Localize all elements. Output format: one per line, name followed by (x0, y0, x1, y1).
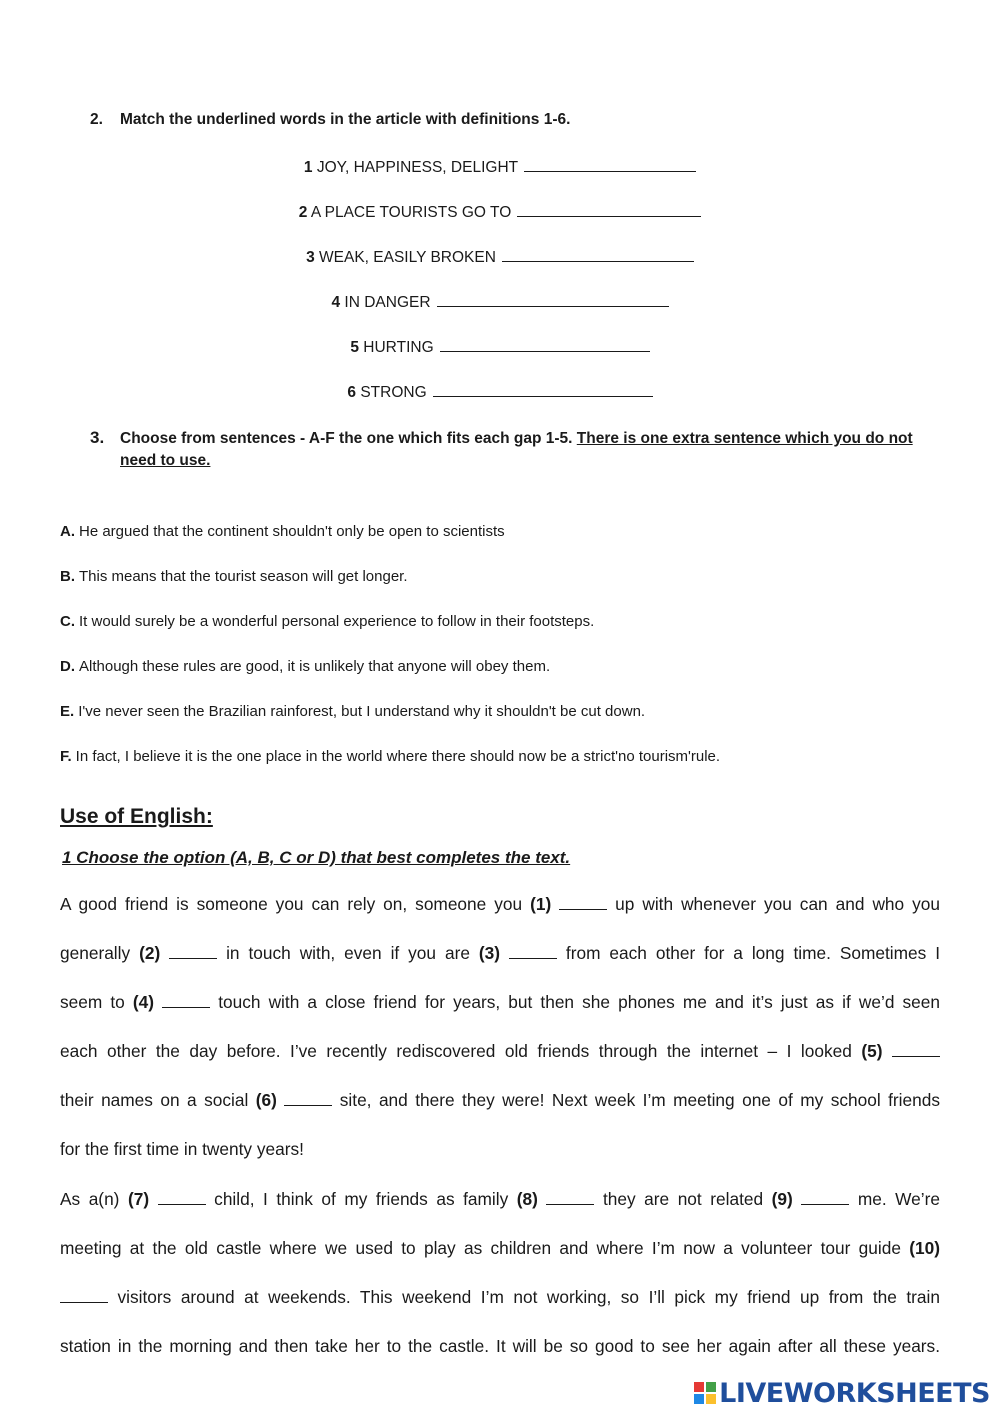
option-b (60, 568, 408, 585)
gap-4[interactable] (162, 993, 210, 1008)
definition-4 (0, 292, 1000, 312)
logo-grid-icon (694, 1382, 716, 1404)
q3-instruction-note: There is one extra sentence which you do not (576, 430, 913, 447)
text-line-1: A good friend is someone you can rely on, someone you (1) up with whenever you can and who you (60, 894, 940, 914)
definition-text: STRONG (360, 384, 427, 401)
gap-7[interactable] (158, 1190, 206, 1205)
answer-blank-4[interactable] (437, 292, 669, 307)
gap-number: (5) (861, 1041, 883, 1061)
q2-heading (90, 111, 570, 129)
answer-blank-1[interactable] (524, 157, 696, 172)
gap-number: (2) (139, 943, 161, 963)
option-d (60, 658, 550, 675)
option-text: It would surely be a wonderful personal experience to follow in their footsteps. (79, 613, 595, 630)
option-letter: C. (60, 613, 75, 630)
definition-text: WEAK, EASILY BROKEN (319, 249, 496, 266)
definition-1 (0, 157, 1000, 177)
definition-number: 5 (350, 339, 359, 356)
option-letter: E. (60, 703, 75, 720)
gap-number: (7) (127, 1189, 150, 1209)
gap-5[interactable] (892, 1042, 940, 1057)
q3-number: 3. (90, 428, 105, 447)
text-line-10: station in the morning and then take her to the castle. It will be so good to see her again after all these years. (60, 1336, 940, 1356)
option-letter: B. (60, 568, 75, 585)
option-letter: F. (60, 748, 72, 765)
definition-5 (0, 337, 1000, 357)
definition-2 (0, 202, 1000, 222)
answer-blank-3[interactable] (502, 247, 694, 262)
gap-1[interactable] (559, 895, 607, 910)
text-line-5: their names on a social (6) site, and there they were! Next week I’m meeting one of my school friends (60, 1090, 940, 1110)
gap-3[interactable] (509, 944, 557, 959)
gap-number: (4) (132, 992, 154, 1012)
task-instruction: 1 Choose the option (A, B, C or D) that best completes the text. (62, 848, 571, 867)
text-line-9: visitors around at weekends. This weekend I’m not working, so I’ll pick my friend up from the train (60, 1287, 940, 1308)
gap-6[interactable] (284, 1091, 332, 1106)
liveworksheets-logo (694, 1378, 990, 1408)
section-heading: Use of English: (60, 805, 213, 828)
option-text: I've never seen the Brazilian rainforest, but I understand why it shouldn't be cut down. (78, 703, 646, 720)
gap-number: (9) (771, 1189, 793, 1209)
gap-9[interactable] (801, 1190, 849, 1205)
option-c (60, 613, 594, 630)
gap-number: (1) (530, 894, 552, 914)
q3-instruction: Choose from sentences - A-F the one which fits each gap 1-5. (120, 430, 573, 447)
gap-number: (3) (478, 943, 501, 963)
definition-text: HURTING (363, 339, 434, 356)
answer-blank-5[interactable] (440, 337, 650, 352)
answer-blank-2[interactable] (517, 202, 701, 217)
text-line-6: for the first time in twenty years! (60, 1139, 304, 1159)
gap-number: (6) (255, 1090, 277, 1110)
definition-text: IN DANGER (344, 294, 431, 311)
definition-3 (0, 247, 1000, 267)
q2-instruction: Match the underlined words in the article with definitions 1-6. (120, 111, 571, 128)
gap-8[interactable] (546, 1190, 594, 1205)
answer-blank-6[interactable] (433, 382, 653, 397)
option-text: He argued that the continent shouldn't only be open to scientists (79, 523, 505, 540)
option-text: Although these rules are good, it is unlikely that anyone will obey them. (79, 658, 551, 675)
definition-number: 3 (306, 249, 315, 266)
definition-number: 4 (331, 294, 341, 311)
option-e (60, 703, 645, 720)
text-line-4: each other the day before. I’ve recently rediscovered old friends through the internet – I looked (5) (60, 1041, 940, 1062)
q3-instruction-note-cont: need to use. (120, 452, 211, 469)
q2-number: 2. (90, 111, 103, 128)
definition-text: A PLACE TOURISTS GO TO (310, 204, 512, 221)
gap-number: (8) (516, 1189, 538, 1209)
definition-number: 6 (347, 384, 356, 401)
text-line-8: meeting at the old castle where we used to play as children and where I’m now a volunteer tour guide (10) (60, 1238, 940, 1258)
option-f (60, 748, 720, 765)
definition-number: 2 (298, 204, 308, 221)
text-line-7: As a(n) (7) child, I think of my friends as family (8) they are not related (9) me. We’re (60, 1189, 940, 1209)
option-letter: A. (60, 523, 75, 540)
option-a (60, 523, 505, 540)
definition-number: 1 (303, 159, 313, 176)
definition-6 (0, 382, 1000, 402)
option-text: This means that the tourist season will get longer. (79, 568, 408, 585)
gap-2[interactable] (169, 944, 217, 959)
gap-number: (10) (909, 1238, 940, 1258)
definition-text: JOY, HAPPINESS, DELIGHT (316, 159, 519, 176)
text-line-3: seem to (4) touch with a close friend for years, but then she phones me and it’s just as if we’d seen (60, 992, 940, 1012)
logo-text: LIVEWORKSHEETS (719, 1377, 990, 1409)
option-text: In fact, I believe it is the one place in the world where there should now be a strict'no tourism'rule. (75, 748, 721, 765)
text-line-2: generally (2) in touch with, even if you are (3) from each other for a long time. Sometimes I (60, 943, 941, 963)
gap-10[interactable] (60, 1288, 108, 1303)
q3-heading (90, 428, 950, 448)
option-letter: D. (60, 658, 75, 675)
